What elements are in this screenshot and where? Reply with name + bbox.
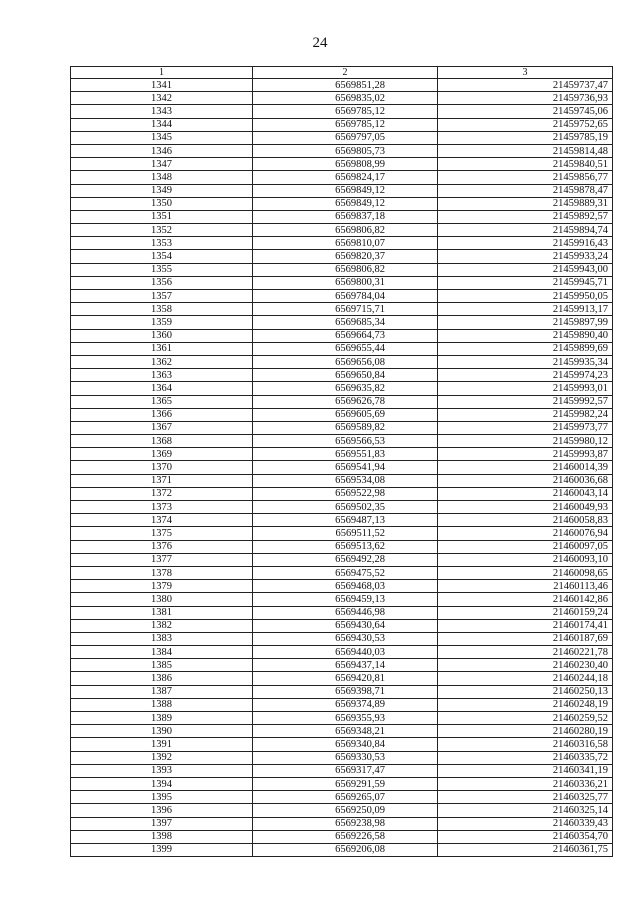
table-row xyxy=(71,580,613,593)
table-row xyxy=(71,210,613,223)
table-row xyxy=(71,79,613,92)
cell-point-number: 1347 xyxy=(71,158,253,171)
cell-x-coordinate: 6569522,98 xyxy=(253,487,438,500)
table-row xyxy=(71,355,613,368)
cell-x-coordinate: 6569440,03 xyxy=(253,646,438,659)
column-header-point: 1 xyxy=(71,67,253,79)
table-row xyxy=(71,461,613,474)
cell-point-number: 1358 xyxy=(71,303,253,316)
cell-point-number: 1368 xyxy=(71,435,253,448)
cell-x-coordinate: 6569824,17 xyxy=(253,171,438,184)
cell-x-coordinate: 6569820,37 xyxy=(253,250,438,263)
table-row xyxy=(71,474,613,487)
cell-point-number: 1344 xyxy=(71,118,253,131)
cell-x-coordinate: 6569513,62 xyxy=(253,540,438,553)
table-header-row xyxy=(71,67,613,79)
cell-x-coordinate: 6569849,12 xyxy=(253,184,438,197)
cell-x-coordinate: 6569685,34 xyxy=(253,316,438,329)
cell-point-number: 1354 xyxy=(71,250,253,263)
cell-y-coordinate: 21459973,77 xyxy=(438,421,613,434)
cell-point-number: 1369 xyxy=(71,448,253,461)
cell-x-coordinate: 6569226,58 xyxy=(253,830,438,843)
table-row xyxy=(71,342,613,355)
cell-x-coordinate: 6569468,03 xyxy=(253,580,438,593)
cell-y-coordinate: 21460113,46 xyxy=(438,580,613,593)
cell-x-coordinate: 6569317,47 xyxy=(253,764,438,777)
cell-x-coordinate: 6569374,89 xyxy=(253,698,438,711)
cell-x-coordinate: 6569849,12 xyxy=(253,197,438,210)
cell-point-number: 1372 xyxy=(71,487,253,500)
table-row xyxy=(71,672,613,685)
table-row xyxy=(71,144,613,157)
cell-point-number: 1389 xyxy=(71,712,253,725)
cell-x-coordinate: 6569348,21 xyxy=(253,725,438,738)
cell-y-coordinate: 21460049,93 xyxy=(438,501,613,514)
cell-x-coordinate: 6569459,13 xyxy=(253,593,438,606)
cell-y-coordinate: 21460014,39 xyxy=(438,461,613,474)
table-row xyxy=(71,777,613,790)
cell-y-coordinate: 21459840,51 xyxy=(438,158,613,171)
cell-point-number: 1397 xyxy=(71,817,253,830)
cell-point-number: 1376 xyxy=(71,540,253,553)
cell-point-number: 1381 xyxy=(71,606,253,619)
cell-x-coordinate: 6569492,28 xyxy=(253,553,438,566)
cell-x-coordinate: 6569837,18 xyxy=(253,210,438,223)
cell-x-coordinate: 6569265,07 xyxy=(253,791,438,804)
cell-y-coordinate: 21460076,94 xyxy=(438,527,613,540)
table-row xyxy=(71,698,613,711)
cell-y-coordinate: 21460335,72 xyxy=(438,751,613,764)
cell-x-coordinate: 6569715,71 xyxy=(253,303,438,316)
table-row xyxy=(71,171,613,184)
cell-x-coordinate: 6569420,81 xyxy=(253,672,438,685)
cell-x-coordinate: 6569437,14 xyxy=(253,659,438,672)
table-row xyxy=(71,408,613,421)
cell-y-coordinate: 21459737,47 xyxy=(438,79,613,92)
table-row xyxy=(71,501,613,514)
cell-y-coordinate: 21459889,31 xyxy=(438,197,613,210)
table-row xyxy=(71,303,613,316)
cell-y-coordinate: 21460339,43 xyxy=(438,817,613,830)
cell-x-coordinate: 6569589,82 xyxy=(253,421,438,434)
cell-y-coordinate: 21459980,12 xyxy=(438,435,613,448)
cell-x-coordinate: 6569398,71 xyxy=(253,685,438,698)
cell-y-coordinate: 21459745,06 xyxy=(438,105,613,118)
cell-point-number: 1373 xyxy=(71,501,253,514)
table-row xyxy=(71,527,613,540)
cell-x-coordinate: 6569487,13 xyxy=(253,514,438,527)
coordinates-table xyxy=(70,66,613,857)
cell-point-number: 1383 xyxy=(71,632,253,645)
table-row xyxy=(71,566,613,579)
cell-x-coordinate: 6569785,12 xyxy=(253,105,438,118)
cell-x-coordinate: 6569446,98 xyxy=(253,606,438,619)
cell-y-coordinate: 21460325,14 xyxy=(438,804,613,817)
table-row xyxy=(71,712,613,725)
cell-y-coordinate: 21459785,19 xyxy=(438,131,613,144)
cell-point-number: 1377 xyxy=(71,553,253,566)
cell-y-coordinate: 21459814,48 xyxy=(438,144,613,157)
cell-x-coordinate: 6569806,82 xyxy=(253,263,438,276)
table-body xyxy=(71,79,613,857)
cell-y-coordinate: 21460250,13 xyxy=(438,685,613,698)
cell-y-coordinate: 21460248,19 xyxy=(438,698,613,711)
cell-x-coordinate: 6569238,98 xyxy=(253,817,438,830)
cell-y-coordinate: 21460316,58 xyxy=(438,738,613,751)
cell-point-number: 1341 xyxy=(71,79,253,92)
cell-point-number: 1375 xyxy=(71,527,253,540)
cell-y-coordinate: 21460221,78 xyxy=(438,646,613,659)
cell-point-number: 1391 xyxy=(71,738,253,751)
table-row xyxy=(71,92,613,105)
table-row xyxy=(71,250,613,263)
cell-point-number: 1345 xyxy=(71,131,253,144)
table-row xyxy=(71,435,613,448)
cell-point-number: 1395 xyxy=(71,791,253,804)
table-row xyxy=(71,290,613,303)
cell-y-coordinate: 21460058,83 xyxy=(438,514,613,527)
table-row xyxy=(71,804,613,817)
table-row xyxy=(71,817,613,830)
column-header-x: 2 xyxy=(253,67,438,79)
cell-y-coordinate: 21460230,40 xyxy=(438,659,613,672)
cell-y-coordinate: 21459736,93 xyxy=(438,92,613,105)
cell-y-coordinate: 21459993,87 xyxy=(438,448,613,461)
cell-y-coordinate: 21459916,43 xyxy=(438,237,613,250)
cell-point-number: 1348 xyxy=(71,171,253,184)
cell-x-coordinate: 6569810,07 xyxy=(253,237,438,250)
cell-point-number: 1352 xyxy=(71,224,253,237)
cell-y-coordinate: 21460336,21 xyxy=(438,777,613,790)
table-row xyxy=(71,487,613,500)
cell-point-number: 1351 xyxy=(71,210,253,223)
cell-x-coordinate: 6569475,52 xyxy=(253,566,438,579)
cell-y-coordinate: 21459897,99 xyxy=(438,316,613,329)
cell-x-coordinate: 6569835,02 xyxy=(253,92,438,105)
cell-x-coordinate: 6569534,08 xyxy=(253,474,438,487)
table-row xyxy=(71,263,613,276)
cell-y-coordinate: 21460159,24 xyxy=(438,606,613,619)
cell-y-coordinate: 21459890,40 xyxy=(438,329,613,342)
cell-x-coordinate: 6569206,08 xyxy=(253,843,438,856)
table-row xyxy=(71,659,613,672)
cell-y-coordinate: 21459992,57 xyxy=(438,395,613,408)
cell-y-coordinate: 21460043,14 xyxy=(438,487,613,500)
cell-y-coordinate: 21459945,71 xyxy=(438,276,613,289)
table-row xyxy=(71,184,613,197)
column-header-y: 3 xyxy=(438,67,613,79)
table-row xyxy=(71,395,613,408)
table-row xyxy=(71,131,613,144)
cell-x-coordinate: 6569430,64 xyxy=(253,619,438,632)
table-row xyxy=(71,105,613,118)
cell-point-number: 1370 xyxy=(71,461,253,474)
cell-y-coordinate: 21460187,69 xyxy=(438,632,613,645)
cell-point-number: 1384 xyxy=(71,646,253,659)
cell-point-number: 1378 xyxy=(71,566,253,579)
table-row xyxy=(71,118,613,131)
table-row xyxy=(71,224,613,237)
table-row xyxy=(71,197,613,210)
cell-point-number: 1380 xyxy=(71,593,253,606)
cell-point-number: 1399 xyxy=(71,843,253,856)
cell-x-coordinate: 6569430,53 xyxy=(253,632,438,645)
cell-point-number: 1362 xyxy=(71,355,253,368)
cell-point-number: 1363 xyxy=(71,369,253,382)
cell-point-number: 1343 xyxy=(71,105,253,118)
cell-point-number: 1359 xyxy=(71,316,253,329)
table-row xyxy=(71,329,613,342)
cell-y-coordinate: 21459950,05 xyxy=(438,290,613,303)
table-row xyxy=(71,725,613,738)
cell-y-coordinate: 21459974,23 xyxy=(438,369,613,382)
table-row xyxy=(71,751,613,764)
cell-point-number: 1393 xyxy=(71,764,253,777)
cell-point-number: 1374 xyxy=(71,514,253,527)
cell-point-number: 1392 xyxy=(71,751,253,764)
cell-y-coordinate: 21460361,75 xyxy=(438,843,613,856)
cell-point-number: 1386 xyxy=(71,672,253,685)
table-row xyxy=(71,791,613,804)
cell-y-coordinate: 21460097,05 xyxy=(438,540,613,553)
cell-x-coordinate: 6569800,31 xyxy=(253,276,438,289)
cell-point-number: 1366 xyxy=(71,408,253,421)
cell-point-number: 1385 xyxy=(71,659,253,672)
cell-x-coordinate: 6569650,84 xyxy=(253,369,438,382)
cell-point-number: 1396 xyxy=(71,804,253,817)
cell-x-coordinate: 6569250,09 xyxy=(253,804,438,817)
cell-point-number: 1349 xyxy=(71,184,253,197)
cell-y-coordinate: 21460259,52 xyxy=(438,712,613,725)
table-row xyxy=(71,553,613,566)
cell-x-coordinate: 6569851,28 xyxy=(253,79,438,92)
cell-point-number: 1361 xyxy=(71,342,253,355)
cell-y-coordinate: 21459899,69 xyxy=(438,342,613,355)
cell-y-coordinate: 21460244,18 xyxy=(438,672,613,685)
cell-point-number: 1346 xyxy=(71,144,253,157)
cell-point-number: 1364 xyxy=(71,382,253,395)
table-row xyxy=(71,316,613,329)
cell-point-number: 1353 xyxy=(71,237,253,250)
table-row xyxy=(71,540,613,553)
cell-x-coordinate: 6569635,82 xyxy=(253,382,438,395)
table-row xyxy=(71,276,613,289)
cell-y-coordinate: 21460354,70 xyxy=(438,830,613,843)
table-row xyxy=(71,619,613,632)
table-row xyxy=(71,369,613,382)
cell-point-number: 1342 xyxy=(71,92,253,105)
cell-x-coordinate: 6569330,53 xyxy=(253,751,438,764)
cell-y-coordinate: 21459894,74 xyxy=(438,224,613,237)
cell-y-coordinate: 21459993,01 xyxy=(438,382,613,395)
cell-x-coordinate: 6569806,82 xyxy=(253,224,438,237)
cell-point-number: 1382 xyxy=(71,619,253,632)
cell-point-number: 1355 xyxy=(71,263,253,276)
cell-x-coordinate: 6569805,73 xyxy=(253,144,438,157)
table-row xyxy=(71,606,613,619)
cell-y-coordinate: 21460280,19 xyxy=(438,725,613,738)
cell-x-coordinate: 6569797,05 xyxy=(253,131,438,144)
table-row xyxy=(71,830,613,843)
cell-y-coordinate: 21459856,77 xyxy=(438,171,613,184)
cell-point-number: 1398 xyxy=(71,830,253,843)
cell-y-coordinate: 21460098,65 xyxy=(438,566,613,579)
cell-point-number: 1379 xyxy=(71,580,253,593)
cell-y-coordinate: 21459752,65 xyxy=(438,118,613,131)
table-row xyxy=(71,514,613,527)
cell-point-number: 1365 xyxy=(71,395,253,408)
table-row xyxy=(71,685,613,698)
cell-x-coordinate: 6569541,94 xyxy=(253,461,438,474)
cell-point-number: 1394 xyxy=(71,777,253,790)
cell-point-number: 1371 xyxy=(71,474,253,487)
table-row xyxy=(71,646,613,659)
cell-x-coordinate: 6569784,04 xyxy=(253,290,438,303)
table-row xyxy=(71,448,613,461)
cell-point-number: 1387 xyxy=(71,685,253,698)
table-row xyxy=(71,632,613,645)
table-row xyxy=(71,764,613,777)
cell-x-coordinate: 6569664,73 xyxy=(253,329,438,342)
cell-y-coordinate: 21459982,24 xyxy=(438,408,613,421)
table-row xyxy=(71,158,613,171)
table-row xyxy=(71,237,613,250)
cell-x-coordinate: 6569355,93 xyxy=(253,712,438,725)
cell-point-number: 1360 xyxy=(71,329,253,342)
cell-y-coordinate: 21460036,68 xyxy=(438,474,613,487)
cell-point-number: 1388 xyxy=(71,698,253,711)
table-row xyxy=(71,382,613,395)
cell-x-coordinate: 6569605,69 xyxy=(253,408,438,421)
cell-x-coordinate: 6569511,52 xyxy=(253,527,438,540)
cell-y-coordinate: 21460142,86 xyxy=(438,593,613,606)
table-row xyxy=(71,593,613,606)
table-row xyxy=(71,421,613,434)
page-number: 24 xyxy=(312,35,328,51)
cell-point-number: 1356 xyxy=(71,276,253,289)
cell-y-coordinate: 21459935,34 xyxy=(438,355,613,368)
cell-y-coordinate: 21459892,57 xyxy=(438,210,613,223)
cell-y-coordinate: 21459913,17 xyxy=(438,303,613,316)
cell-x-coordinate: 6569551,83 xyxy=(253,448,438,461)
table-row xyxy=(71,843,613,856)
cell-x-coordinate: 6569502,35 xyxy=(253,501,438,514)
cell-x-coordinate: 6569566,53 xyxy=(253,435,438,448)
cell-y-coordinate: 21460093,10 xyxy=(438,553,613,566)
cell-point-number: 1390 xyxy=(71,725,253,738)
cell-x-coordinate: 6569655,44 xyxy=(253,342,438,355)
cell-x-coordinate: 6569785,12 xyxy=(253,118,438,131)
cell-point-number: 1350 xyxy=(71,197,253,210)
cell-y-coordinate: 21459943,00 xyxy=(438,263,613,276)
table-row xyxy=(71,738,613,751)
cell-x-coordinate: 6569656,08 xyxy=(253,355,438,368)
cell-point-number: 1357 xyxy=(71,290,253,303)
cell-point-number: 1367 xyxy=(71,421,253,434)
cell-x-coordinate: 6569291,59 xyxy=(253,777,438,790)
cell-y-coordinate: 21460325,77 xyxy=(438,791,613,804)
cell-x-coordinate: 6569808,99 xyxy=(253,158,438,171)
cell-y-coordinate: 21459878,47 xyxy=(438,184,613,197)
cell-y-coordinate: 21459933,24 xyxy=(438,250,613,263)
cell-y-coordinate: 21460174,41 xyxy=(438,619,613,632)
cell-x-coordinate: 6569626,78 xyxy=(253,395,438,408)
cell-x-coordinate: 6569340,84 xyxy=(253,738,438,751)
cell-y-coordinate: 21460341,19 xyxy=(438,764,613,777)
